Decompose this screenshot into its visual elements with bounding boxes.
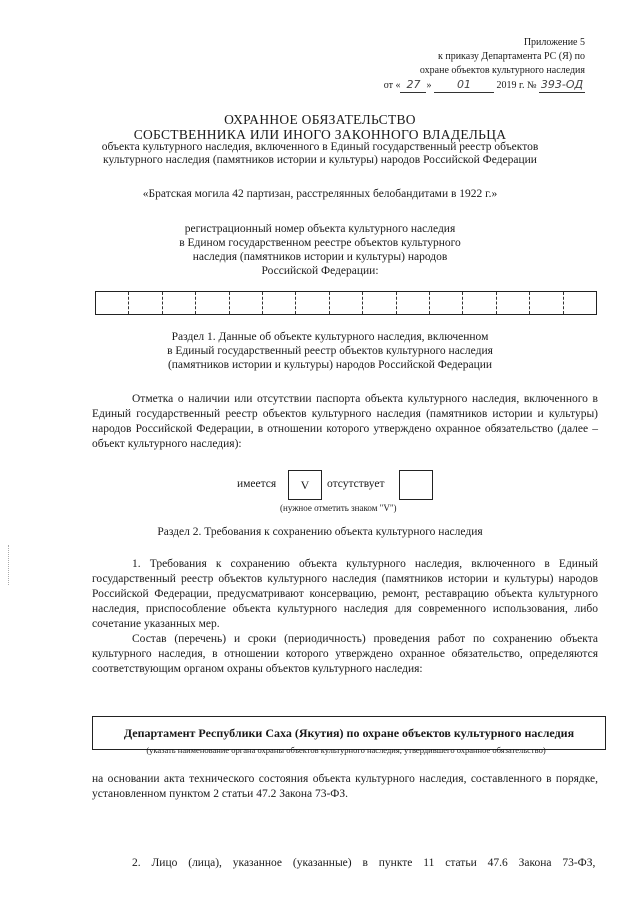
regnum-cell	[463, 292, 496, 314]
title-line-1: ОХРАННОЕ ОБЯЗАТЕЛЬСТВО	[224, 112, 416, 127]
basis-paragraph: на основании акта технического состояния объекта культурного наследия, составленного в порядке, установленном пунктом 2 статьи 47.2 Закона 73-ФЗ.	[92, 773, 598, 800]
regnum-cell	[263, 292, 296, 314]
date-mid: »	[426, 80, 432, 91]
appendix-line-2: к приказу Департамента РС (Я) по	[437, 51, 585, 62]
regnum-cell	[564, 292, 596, 314]
subtitle-line-2: культурного наследия (памятников истории и культуры) народов Российской Федерации	[103, 154, 537, 166]
requirement-2-paragraph: 2. Лицо (лица), указанное (указанные) в пункте 11 статьи 47.6 Закона 73-ФЗ,	[132, 857, 596, 869]
section-2-heading: Раздел 2. Требования к сохранению объекта культурного наследия	[157, 526, 483, 538]
registration-number-grid	[95, 291, 597, 315]
appendix-line-3: охране объектов культурного наследия	[419, 65, 585, 76]
composition-paragraph: Состав (перечень) и сроки (периодичность) проведения работ по сохранению объекта культурного наследия, в отношении которого утверждено охранное обязательство, определяются соответствующим органом охраны объектов культурного наследия:	[92, 633, 598, 675]
appendix-line-1: Приложение 5	[523, 37, 585, 48]
passport-paragraph: Отметка о наличии или отсутствии паспорта объекта культурного наследия, включенного в Единый государственный реестр объектов культурного наследия (памятников истории и культуры) народов Российской Федерации, в отношении которого утверждено охранное обязательство (далее – объект культурного наследия):	[92, 393, 598, 450]
subtitle-line-1: объекта культурного наследия, включенного в Единый государственный реестр объектов	[101, 141, 539, 153]
regnum-cell	[163, 292, 196, 314]
date-prefix: от «	[383, 80, 401, 91]
regnum-line-4: Российской Федерации:	[261, 265, 379, 277]
regnum-cell	[129, 292, 162, 314]
regnum-cell	[530, 292, 563, 314]
date-year: 2019 г. №	[496, 80, 537, 91]
object-name: «Братская могила 42 партизан, расстрелянных белобандитами в 1922 г.»	[142, 188, 498, 200]
appendix-header	[345, 36, 585, 93]
title-line-2: СОБСТВЕННИКА ИЛИ ИНОГО ЗАКОННОГО ВЛАДЕЛЬЦА	[133, 127, 507, 142]
order-number: 393-ОД	[540, 78, 584, 91]
scan-margin-mark	[8, 545, 12, 585]
section-1-heading	[120, 330, 540, 372]
requirement-1-paragraph: 1. Требования к сохранению объекта культурного наследия, включенного в Единый государственный реестр объектов культурного наследия (памятников истории и культуры) народов Российской Федерации, предусматривают консервацию, ремонт, реставрацию объекта культурного наследия, приспособление объекта культурного наследия для современного использования, либо сочетание указанных мер.	[92, 558, 598, 630]
document-title	[0, 112, 640, 142]
date-month: 01	[434, 78, 494, 93]
regnum-cell	[430, 292, 463, 314]
section-1-line-2: в Единый государственный реестр объектов культурного наследия	[167, 345, 493, 357]
passport-choice	[0, 470, 640, 500]
regnum-line-1: регистрационный номер объекта культурного наследия	[184, 223, 456, 235]
date-day: 27	[400, 78, 426, 93]
regnum-cell	[230, 292, 263, 314]
regnum-cell	[330, 292, 363, 314]
regnum-cell	[497, 292, 530, 314]
regnum-cell	[196, 292, 229, 314]
choice-note: (нужное отметить знаком "V")	[280, 503, 397, 513]
regnum-cell	[397, 292, 430, 314]
registration-number-caption	[120, 222, 520, 278]
present-checkbox[interactable]: V	[288, 470, 322, 500]
document-subtitle	[60, 141, 580, 167]
regnum-line-2: в Едином государственном реестре объектов культурного	[179, 237, 461, 249]
present-label: имеется	[237, 478, 277, 490]
appendix-date-line	[345, 78, 585, 93]
department-note: (указать наименование органа охраны объектов культурного наследия, утвердившего охранное обязательство)	[146, 745, 546, 755]
regnum-cell	[96, 292, 129, 314]
regnum-cell	[363, 292, 396, 314]
absent-checkbox[interactable]	[399, 470, 433, 500]
section-1-line-3: (памятников истории и культуры) народов Российской Федерации	[167, 359, 493, 371]
regnum-cell	[296, 292, 329, 314]
department-name: Департамент Республики Саха (Якутия) по охране объектов культурного наследия	[123, 725, 575, 740]
section-1-line-1: Раздел 1. Данные об объекте культурного наследия, включенном	[171, 331, 489, 343]
absent-label: отсутствует	[327, 478, 385, 490]
regnum-line-3: наследия (памятников истории и культуры) народов	[192, 251, 448, 263]
